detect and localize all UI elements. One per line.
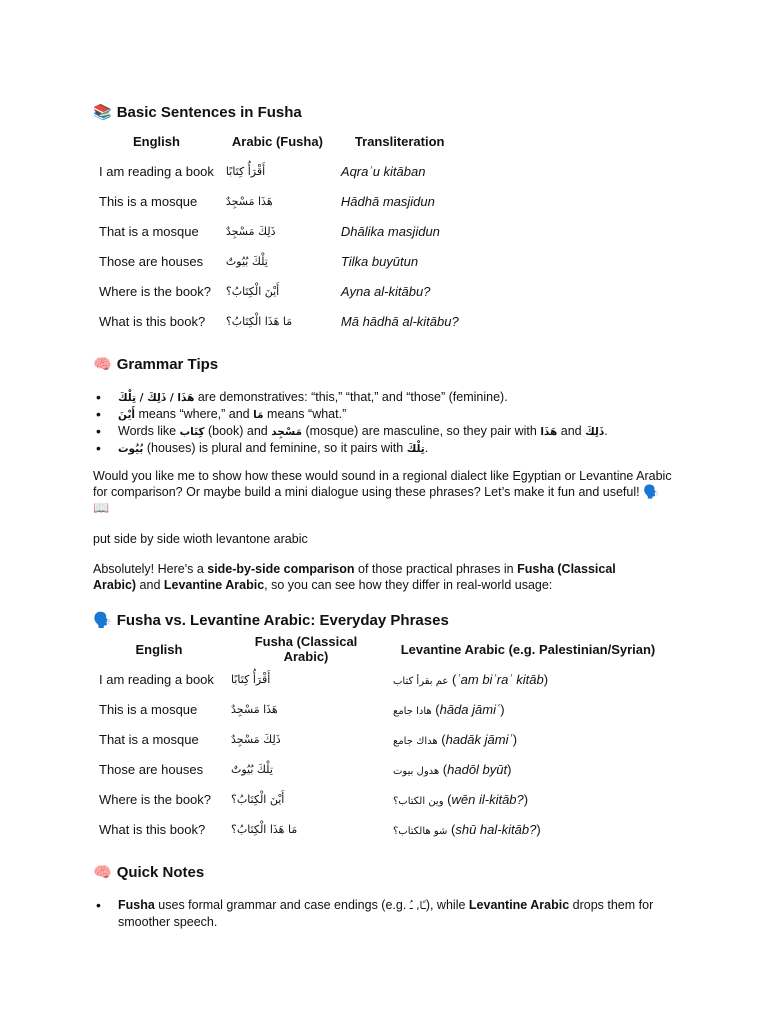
arabic-term: ذَلِكَ	[585, 426, 605, 438]
cell-fusha: مَا هَذَا الْكِتَابُ؟	[231, 822, 298, 836]
col-header-fusha: Fusha (Classical Arabic)	[254, 634, 358, 664]
arabic-term: بُيُوت	[118, 443, 144, 455]
cell-transliteration: Aqraʾu kitāban	[340, 163, 426, 179]
arabic-term: كِتَاب	[179, 426, 205, 438]
cell-english: I am reading a book	[99, 671, 214, 687]
cell-levantine: عم بقرأ كتاب (ʿam biʾraʾ kitāb)	[393, 671, 549, 687]
cell-arabic: أَقْرَأُ كِتَابًا	[225, 164, 266, 178]
cell-arabic: هَذَا مَسْجِدٌ	[225, 194, 273, 208]
fusha-sentences-table	[93, 126, 511, 336]
cell-levantine: وين الكتاب؟ (wēn il-kitāb?)	[393, 791, 529, 807]
cell-levantine: هادا جامع (hāda jāmiʿ)	[393, 701, 505, 717]
cell-fusha: أَقْرَأُ كِتَابًا	[231, 672, 271, 686]
cell-transliteration: Tilka buyūtun	[340, 253, 419, 269]
intro-bold: Levantine Arabic	[163, 578, 265, 592]
levantine-transliteration: wēn il-kitāb?	[451, 791, 524, 807]
table-row	[93, 724, 669, 754]
heading-text: Basic Sentences in Fusha	[116, 104, 302, 121]
tip-text: Words like	[118, 424, 180, 438]
intro-paragraph	[93, 561, 653, 593]
cell-arabic: أَيْنَ الْكِتَابُ؟	[225, 284, 280, 298]
cell-transliteration: Mā hādhā al-kitābu?	[340, 313, 459, 329]
speaking-head-icon: 🗣️	[93, 611, 112, 629]
arabic-term: مَسْجِد	[271, 426, 303, 438]
list-item	[118, 897, 678, 930]
levantine-transliteration: ʿam biʾraʾ kitāb	[456, 671, 544, 687]
speaking-book-icon: 🗣️📖	[93, 485, 660, 516]
cell-arabic: مَا هَذَا الْكِتَابُ؟	[225, 314, 293, 328]
heading-text: Grammar Tips	[116, 356, 219, 373]
note-text: ), while	[425, 898, 469, 912]
quick-notes-list	[118, 897, 678, 930]
levantine-arabic: هداك جامع	[393, 735, 438, 747]
heading-fusha-vs-levantine	[93, 612, 449, 629]
heading-text: Quick Notes	[116, 864, 205, 881]
cell-english: That is a mosque	[99, 223, 199, 239]
cell-english: What is this book?	[99, 313, 206, 329]
question-paragraph	[93, 468, 673, 516]
levantine-arabic: وين الكتاب؟	[393, 795, 444, 807]
table-row	[93, 664, 669, 694]
table-row	[93, 784, 669, 814]
table-row	[93, 694, 669, 724]
cell-levantine: هدول بيوت (hadōl byūt)	[393, 761, 512, 777]
arabic-term: هَذَا	[540, 426, 558, 438]
levantine-transliteration: hadōl byūt	[447, 761, 508, 777]
cell-english: Those are houses	[99, 761, 204, 777]
table-row	[93, 814, 669, 844]
table-row	[93, 306, 511, 336]
cell-english: Where is the book?	[99, 283, 212, 299]
cell-fusha: ذَلِكَ مَسْجِدٌ	[231, 732, 281, 746]
cell-transliteration: Ayna al-kitābu?	[340, 283, 431, 299]
arabic-term: أَيْنَ	[118, 409, 135, 421]
heading-grammar-tips	[93, 356, 218, 373]
tip-text: means “what.”	[263, 407, 347, 421]
brain-icon: 🧠	[93, 863, 112, 881]
levantine-arabic: عم بقرأ كتاب	[393, 675, 449, 687]
cell-english: This is a mosque	[99, 701, 198, 717]
arabic-term: هَذَا / ذَلِكَ / تِلْكَ	[118, 392, 195, 404]
heading-text: Fusha vs. Levantine Arabic: Everyday Phrases	[116, 612, 449, 629]
brain-icon: 🧠	[93, 355, 112, 373]
note-bold: Levantine Arabic	[468, 898, 570, 912]
note-text: uses formal grammar and case endings (e.g.	[154, 898, 410, 912]
cell-transliteration: Dhālika masjidun	[340, 223, 440, 239]
list-item	[118, 440, 608, 457]
cell-english: What is this book?	[99, 821, 206, 837]
table-row	[93, 246, 511, 276]
col-header-arabic: Arabic (Fusha)	[231, 133, 323, 149]
table-header-row	[93, 126, 511, 156]
levantine-arabic: هدول بيوت	[393, 765, 440, 777]
table-header-row	[93, 634, 669, 664]
heading-quick-notes	[93, 864, 204, 881]
tip-text: (book) and	[204, 424, 272, 438]
col-header-english: English	[135, 641, 183, 657]
table-row	[93, 156, 511, 186]
col-header-levantine: Levantine Arabic (e.g. Palestinian/Syrian)	[400, 641, 656, 657]
cell-english: I am reading a book	[99, 163, 214, 179]
question-text: Would you like me to show how these would sound in a regional dialect like Egyptian or Levantine Arabic for comparison? Or maybe build a mini dialogue using these phrases? Let’s make it fun and useful!	[93, 469, 672, 499]
tip-text: are demonstratives: “this,” “that,” and “those” (feminine).	[194, 390, 508, 404]
tip-text: and	[557, 424, 586, 438]
intro-text: Absolutely! Here's a	[93, 562, 208, 576]
table-row	[93, 754, 669, 784]
levantine-arabic: هادا جامع	[393, 705, 432, 717]
arabic-term: مَا	[253, 409, 264, 421]
grammar-tips-list	[118, 389, 608, 457]
cell-fusha: تِلْكَ بُيُوتٌ	[231, 762, 273, 776]
table-row	[93, 216, 511, 246]
tip-text: (houses) is plural and feminine, so it pairs with	[143, 441, 407, 455]
cell-english: Those are houses	[99, 253, 204, 269]
arabic-term: تِلْكَ	[406, 443, 425, 455]
tip-text: means “where,” and	[135, 407, 254, 421]
cell-english: That is a mosque	[99, 731, 199, 747]
cell-english: Where is the book?	[99, 791, 212, 807]
books-icon: 📚	[93, 103, 112, 121]
levantine-transliteration: shū hal-kitāb?	[455, 821, 537, 837]
list-item	[118, 389, 608, 406]
cell-english: This is a mosque	[99, 193, 198, 209]
cell-levantine: شو هالكتاب؟ (shū hal-kitāb?)	[393, 821, 541, 837]
levantine-arabic: شو هالكتاب؟	[393, 825, 448, 837]
list-item	[118, 423, 608, 440]
fusha-levantine-table	[93, 634, 669, 844]
cell-arabic: ذَلِكَ مَسْجِدٌ	[225, 224, 276, 238]
col-header-english: English	[132, 133, 180, 149]
table-row	[93, 186, 511, 216]
table-row	[93, 276, 511, 306]
levantine-transliteration: hāda jāmiʿ	[439, 701, 501, 717]
intro-bold: side-by-side comparison	[207, 562, 355, 576]
note-bold: Fusha	[118, 898, 155, 912]
note-text: drops them for smoother speech.	[118, 898, 654, 929]
intro-text: of those practical phrases in	[354, 562, 518, 576]
tip-text: (mosque) are masculine, so they pair with	[302, 424, 541, 438]
user-prompt: put side by side wioth levantone arabic	[93, 532, 308, 546]
intro-text: and	[136, 578, 164, 592]
heading-basic-sentences	[93, 104, 302, 121]
tip-text: .	[604, 424, 608, 438]
intro-bold: Fusha (Classical Arabic)	[93, 562, 616, 592]
cell-transliteration: Hādhā masjidun	[340, 193, 435, 209]
cell-levantine: هداك جامع (hadāk jāmiʿ)	[393, 731, 518, 747]
tip-text: .	[424, 441, 429, 455]
levantine-transliteration: hadāk jāmiʿ	[445, 731, 513, 747]
col-header-transliteration: Transliteration	[354, 133, 445, 149]
cell-fusha: أَيْنَ الْكِتَابُ؟	[231, 792, 285, 806]
arabic-term: ـًا, ـُ	[409, 900, 426, 912]
intro-text: , so you can see how they differ in real-world usage:	[264, 578, 553, 592]
list-item	[118, 406, 608, 423]
cell-arabic: تِلْكَ بُيُوتٌ	[225, 254, 268, 268]
cell-fusha: هَذَا مَسْجِدٌ	[231, 702, 278, 716]
